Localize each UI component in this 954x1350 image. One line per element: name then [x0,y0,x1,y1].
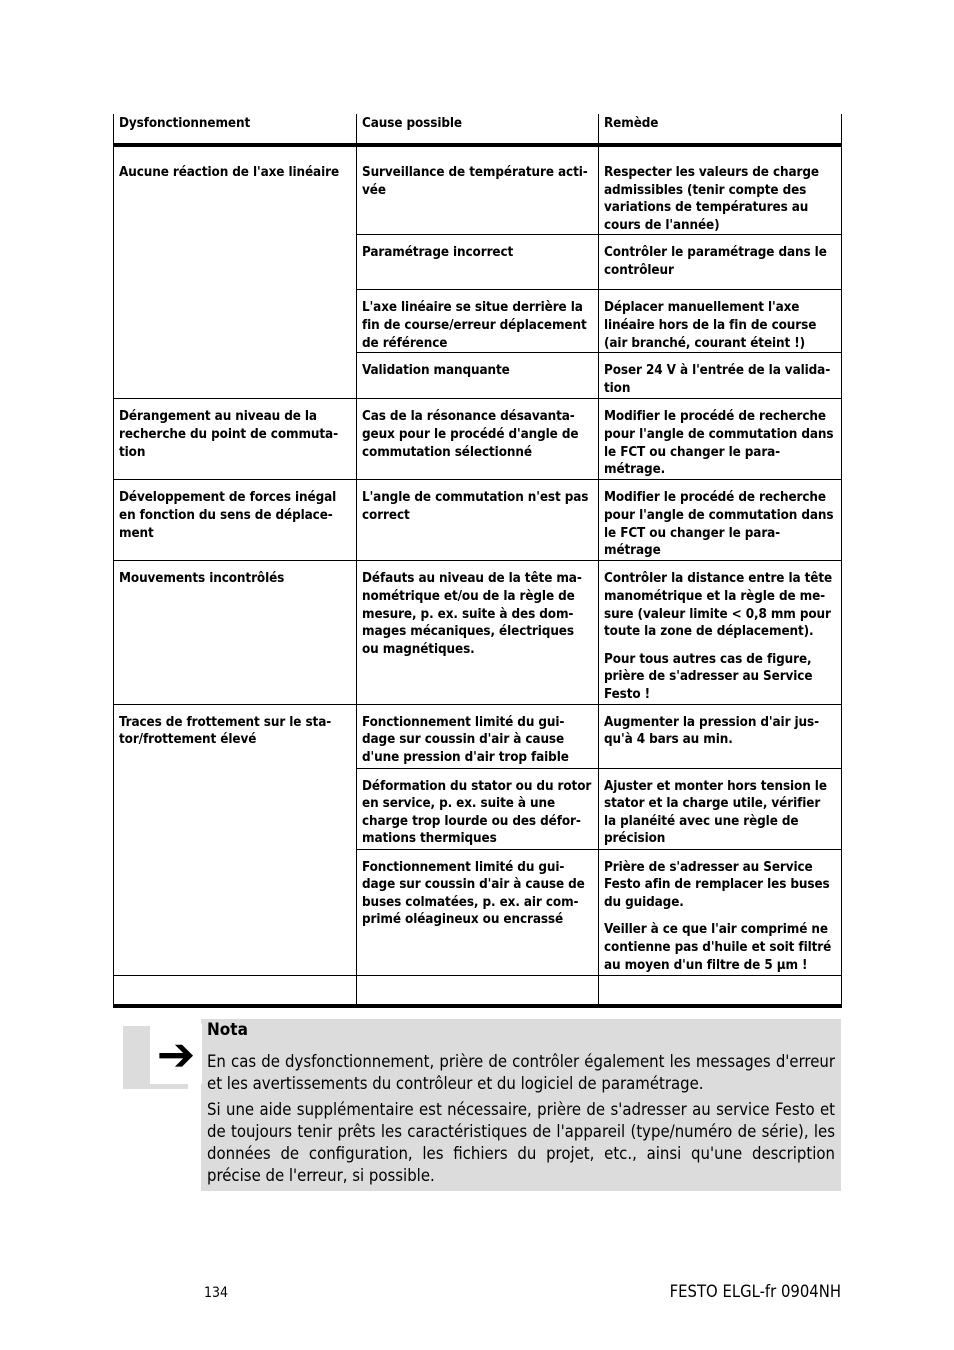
remedy-text: Veiller à ce que l'air comprimé ne contienne pas d'huile et soit filtré au moyen d'un filtre de 5 µm ! [604,922,832,973]
remedy-text: Respecter les valeurs de charge admissibles (tenir compte des variations de températures au cours de l'année) [604,165,819,233]
header-malfunction: Dysfonctionnement [114,114,357,145]
note-paragraph: Si une aide supplémentaire est nécessaire, prière de s'adresser au service Festo et de toujours tenir prêts les caractéristiques de l'appareil (type/numéro de série), les données de configuration, les fichiers du projet, etc., ainsi qu'une description précise de l'erreur, si possible. [207,1100,835,1185]
header-remedy: Remède [599,114,842,145]
malfunction-cell: Aucune réaction de l'axe linéaire [114,145,357,399]
remedy-text: Pour tous autres cas de figure, prière de s'adresser au Service Festo ! [604,651,813,702]
remedy-cell [599,235,842,290]
remedy-text: Augmenter la pression d'air jus-qu'à 4 bars au min. [604,714,819,748]
empty-cell [357,975,599,1006]
troubleshooting-table [113,114,842,1008]
cause-cell: L'axe linéaire se situe derrière la fin de course/erreur déplacement de référence [357,290,599,353]
malfunction-cell: Dérangement au niveau de la recherche du point de commuta-tion [114,399,357,480]
cause-cell: Fonctionnement limité du gui-dage sur coussin d'air à cause de buses colmatées, p. ex. air com-primé oléagineux ou encrassé [357,849,599,975]
cause-cell: Paramétrage incorrect [357,235,599,290]
cause-cell: Défauts au niveau de la tête ma-nométrique et/ou de la règle de mesure, p. ex. suite à des dom-mages mécaniques, électriques ou magnétiques. [357,561,599,704]
table-header-row [114,114,842,145]
cause-cell: Cas de la résonance désavanta-geux pour le procédé d'angle de commutation sélectionné [357,399,599,480]
remedy-cell [599,290,842,353]
remedy-text: Déplacer manuellement l'axe linéaire hors de la fin de course (air branché, courant éteint !) [604,300,817,351]
document-reference: FESTO ELGL-fr 0904NH [669,1282,841,1301]
remedy-text: Poser 24 V à l'entrée de la valida-tion [604,363,831,396]
remedy-cell [599,480,842,561]
remedy-cell [599,399,842,480]
remedy-text: Contrôler le paramétrage dans le contrôleur [604,245,827,278]
empty-cell [114,975,357,1006]
table-row [114,704,842,768]
cause-cell: Déformation du stator ou du rotor en service, p. ex. suite à une charge trop lourde ou des défor-mations thermiques [357,768,599,849]
empty-cell [599,975,842,1006]
remedy-cell [599,145,842,235]
malfunction-cell: Mouvements incontrôlés [114,561,357,704]
note-paragraph: En cas de dysfonctionnement, prière de contrôler également les messages d'erreur et les avertissements du contrôleur et du logiciel de paramétrage. [207,1052,835,1093]
remedy-cell [599,768,842,849]
remedy-text: Ajuster et monter hors tension le stator et la charge utile, vérifier la planéité avec une règle de précision [604,778,827,847]
cause-cell: Surveillance de température acti-vée [357,145,599,235]
cause-cell: L'angle de commutation n'est pas correct [357,480,599,561]
remedy-text: Contrôler la distance entre la tête manométrique et la règle de me-sure (valeur limite < 0,8 mm pour toute la zone de déplacement). [604,571,833,640]
arrow-right-icon: ➔ [150,1024,202,1084]
page-number: 134 [204,1285,229,1301]
note-title: Nota [207,1020,248,1040]
remedy-cell [599,849,842,975]
remedy-cell [599,353,842,399]
remedy-cell [599,704,842,768]
cause-cell: Fonctionnement limité du gui-dage sur coussin d'air à cause d'une pression d'air trop faible [357,704,599,768]
remedy-text: Prière de s'adresser au Service Festo afin de remplacer les buses du guidage. [604,859,830,910]
cause-cell: Validation manquante [357,353,599,399]
remedy-cell [599,561,842,704]
remedy-text: Modifier le procédé de recherche pour l'angle de commutation dans le FCT ou changer le para-métrage. [604,409,834,478]
header-cause: Cause possible [357,114,599,145]
table-row [114,480,842,561]
malfunction-cell: Développement de forces inégal en fonction du sens de déplace-ment [114,480,357,561]
table-row [114,561,842,704]
malfunction-cell: Traces de frottement sur le sta-tor/frottement élevé [114,704,357,975]
table-row [114,145,842,235]
table-row-empty [114,975,842,1006]
table-row [114,399,842,480]
remedy-text: Modifier le procédé de recherche pour l'angle de commutation dans le FCT ou changer le para-métrage [604,490,834,559]
